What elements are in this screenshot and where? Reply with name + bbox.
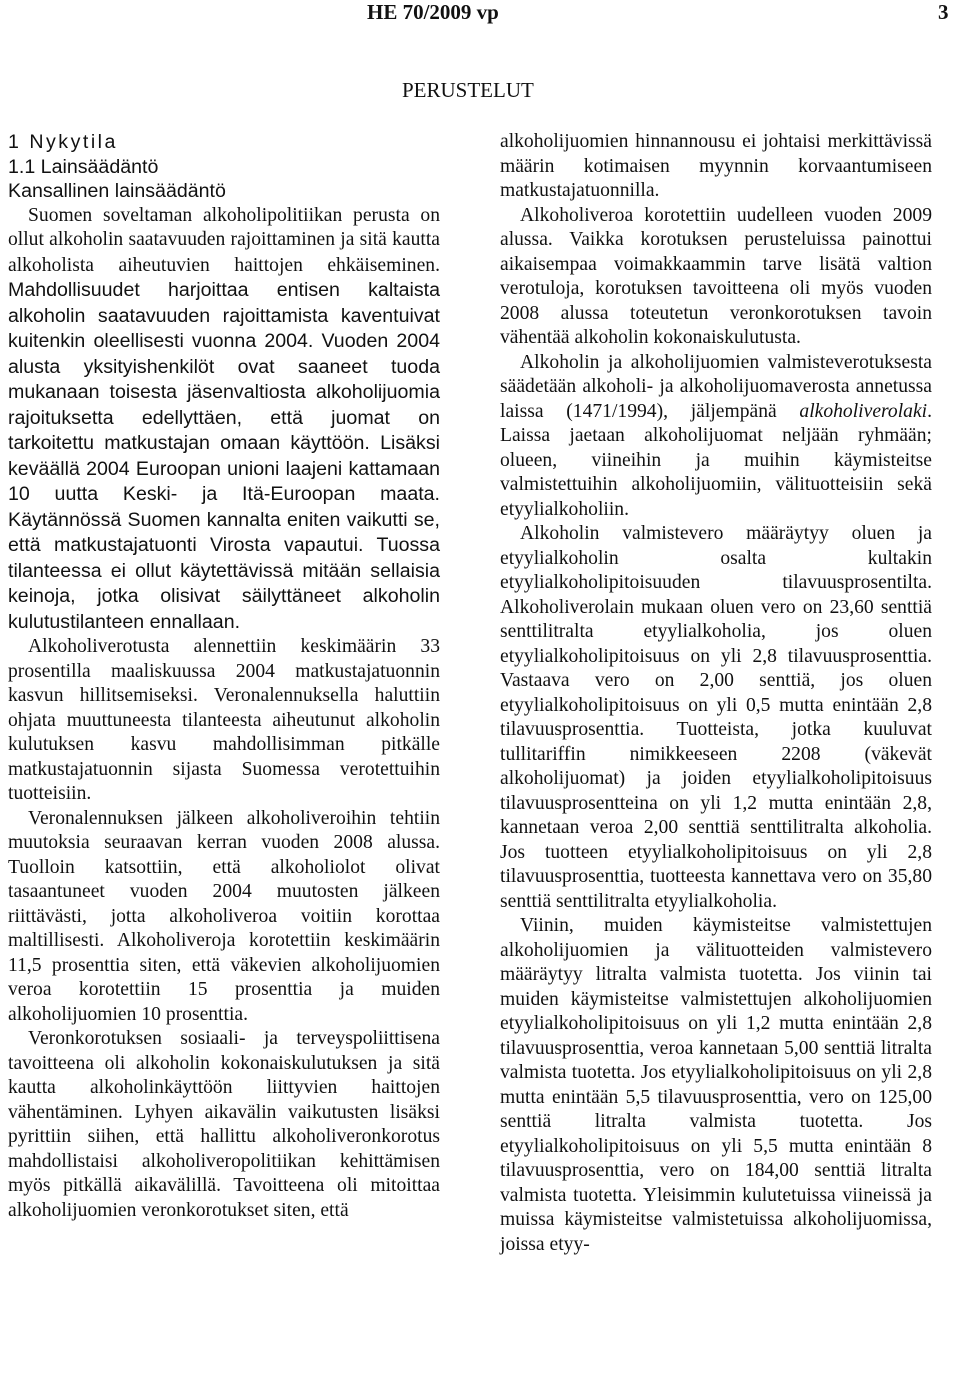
page-title: PERUSTELUT: [402, 78, 534, 102]
paragraph-text: Suomen soveltaman alkoholipolitiikan perusta on ollut alkoholin saatavuuden rajoittaminen ja sitä kautta alkoholista aiheutuvien haittojen ehkäiseminen.: [8, 204, 440, 276]
paragraph: Alkoholiverotusta alennettiin keskimäärin 33 prosentilla maaliskuussa 2004 matkustajatuonnin kasvun hillitsemiseksi. Veronalennuksella haluttiin ohjata muuttuneesta tilanteesta aiheutunut alkoholin kulutuksen kasvu mahdollisimman pitkälle matkustajatuonnin sijasta Suomessa verotettuihin tuotteisiin.: [8, 636, 440, 804]
paragraph-text: Alkoholin ja alkoholijuomien valmisteverotuksesta säädetään alkoholi- ja alkoholijuomaverosta annetussa laissa (1471/1994), jäljempänä: [500, 351, 932, 422]
subsection-heading: 1.1 Lainsäädäntö: [8, 155, 159, 178]
page-number: 3: [938, 0, 949, 24]
paragraph: Alkoholin valmistevero määräytyy oluen ja etyylialkoholin osalta kultakin etyylialkoholipitoisuuden tilavuusprosentilta. Alkoholiverolain mukaan oluen vero on 23,60 senttiä senttilitralta etyylialkoholia, jos oluen etyylialkoholipitoisuus on yli 2,8 tilavuusprosenttia. Vastaava vero on 2,00 senttiä, jos oluen etyylialkoholipitoisuus on yli 0,5 mutta enintään 2,8 tilavuusprosenttia. Tuotteista, jotka kuuluvat tullitariffin nimikkeeseen 2208 (väkevät alkoholijuomat) ja joiden etyylialkoholipitoisuus tilavuusprosentteina on yli 1,2 mutta enintään 2,8, kannetaan veroa 2,00 senttiä senttilitralta alkoholia. Jos tuotteen etyylialkoholipitoisuus on yli 2,8 tilavuusprosenttia, tuotteesta kannettava vero on 35,80 senttiä senttilitralta etyylialkoholia.: [500, 523, 932, 912]
paragraph: Alkoholiveroa korotettiin uudelleen vuoden 2009 alussa. Vaikka korotuksen perusteluissa painottui aikaisempaa voimakkaammin tarve lisätä valtion verotuloja, korotuksen tavoitteena oli myös vuoden 2008 alussa toteutetun veronkorotuksen tavoin vähentää alkoholin kokonaiskulutusta.: [500, 204, 932, 348]
paragraph-text: Mahdollisuudet harjoittaa entisen kaltaista alkoholin saatavuuden rajoittamista kaventuivat kuitenkin oleellisesti vuonna 2004. Vuoden 2004 alusta yksityishenkilöt ovat saaneet tuoda mukanaan toisesta jäsenvaltiosta alkoholijuomia rajoituksetta edellyttäen, että juomat on tarkoitettu matkustajan omaan käyttöön. Lisäksi keväällä 2004 Euroopan unioni laajeni kattamaan 10 uutta Keski- ja Itä-Euroopan maata. Käytännössä Suomen kannalta eniten vaikutti se, että matkustajatuonti Virosta vapautui. Tuossa tilanteessa ei ollut käytettävissä mitään sellaisia keinoja, jotka olisivat säilyttäneet alkoholin kulutustilanteen ennallaan.: [8, 279, 440, 633]
paragraph: Viinin, muiden käymisteitse valmistettujen alkoholijuomien ja välituotteiden valmistevero määräytyy litralta valmista tuotetta. Jos viinin tai muiden käymisteitse valmistettujen alkoholijuomien etyylialkoholipitoisuus on yli 1,2 mutta enintään 2,8 tilavuusprosenttia, veroa kannetaan 5,00 senttiä litralta valmista tuotetta. Jos etyylialkoholipitoisuus on yli 2,8 mutta enintään 5,5 tilavuusprosenttia, vero on 125,00 senttiä litralta valmista tuotetta. Jos etyylialkoholipitoisuus on yli 5,5 mutta enintään 8 tilavuusprosenttia, vero on 184,00 senttiä litralta valmista tuotetta. Yleisimmin kulutetuissa viineissä ja muissa käymisteitse valmistetuissa alkoholijuomissa, joissa etyy-: [500, 915, 932, 1255]
right-column: [500, 130, 932, 1257]
left-column: [8, 130, 440, 1223]
paragraph: Veronkorotuksen sosiaali- ja terveyspoliittisena tavoitteena oli alkoholin kokonaiskulutuksen ja sitä kautta alkoholinkäyttöön liittyvien haittojen vähentäminen. Lyhyen aikavälin vaikutusten lisäksi pyrittiin siihen, että hallittu alkoholiveronkorotus mahdollistaisi alkoholiveropolitiikan kehittämisen myös pitkällä aikavälillä. Tavoitteena oli mitoittaa alkoholijuomien veronkorotukset siten, että: [8, 1028, 440, 1221]
paragraph: [8, 204, 440, 636]
law-name: alkoholiverolaki: [799, 400, 928, 422]
document-id: HE 70/2009 vp: [367, 0, 499, 24]
paragraph-text: . Laissa jaetaan alkoholijuomat neljään ryhmään; olueen, viineihin ja muihin käymisteitse valmistettuihin alkoholijuomiin, välituotteisiin sekä etyylialkoholiin.: [500, 400, 932, 520]
section-heading: 1 Nykytila: [8, 131, 118, 153]
paragraph: Veronalennuksen jälkeen alkoholiveroihin tehtiin muutoksia seuraavan kerran vuoden 2008 alussa. Tuolloin katsottiin, että alkoholiolot olivat tasaantuneet vuoden 2004 muutosten jälkeen riittävästi, jotta alkoholiveroa voitiin korottaa maltillisesti. Alkoholiveroja korotettiin keskimäärin 11,5 prosenttia siten, että väkevien alkoholijuomien veroa korotettiin 15 prosenttia ja muiden alkoholijuomien 10 prosenttia.: [8, 807, 440, 1025]
subsubsection-heading: Kansallinen lainsäädäntö: [8, 180, 226, 202]
paragraph: alkoholijuomien hinnannousu ei johtaisi merkittävissä määrin kotimaisen myynnin korvaantumiseen matkustajatuonnilla.: [500, 131, 932, 201]
paragraph: [500, 351, 932, 523]
